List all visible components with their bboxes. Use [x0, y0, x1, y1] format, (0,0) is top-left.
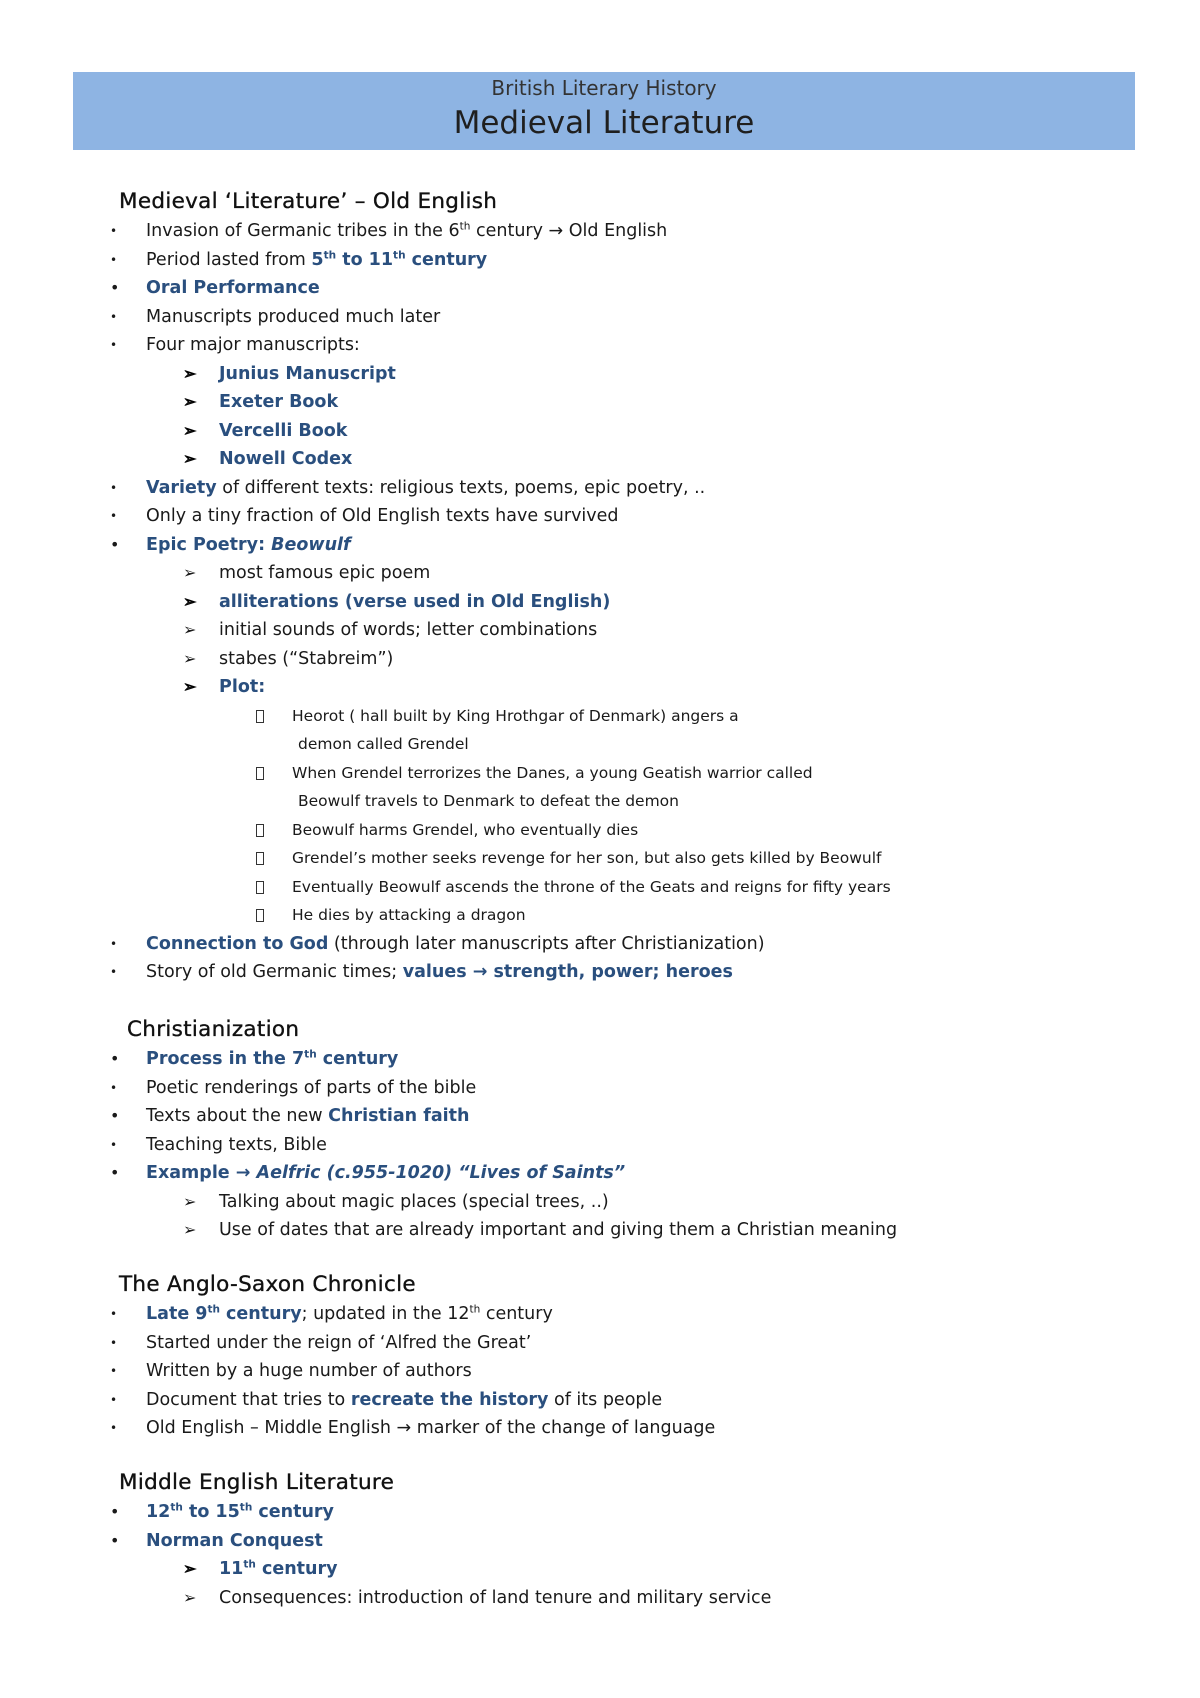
sub-list-item	[0, 559, 1200, 588]
item-text: Junius Manuscript	[219, 363, 396, 384]
list-item	[0, 1414, 1200, 1443]
item-text: alliterations (verse used in Old English)	[219, 591, 611, 612]
arrow-bullet-icon: ➢	[183, 363, 197, 383]
section-heading: Medieval ‘Literature’ – Old English	[119, 189, 498, 214]
square-bullet-icon	[256, 881, 264, 894]
list-item	[0, 217, 1200, 246]
item-text: Use of dates that are already important and giving them a Christian meaning	[219, 1220, 898, 1240]
item-text: demon called Grendel	[298, 735, 469, 753]
item-text: Nowell Codex	[219, 449, 353, 469]
square-bullet-icon	[256, 710, 264, 723]
section-christianization	[0, 1014, 1200, 1245]
item-text: When Grendel terrorizes the Danes, a young Geatish warrior called	[292, 763, 813, 782]
list-item	[0, 958, 1200, 987]
section-anglo-saxon-chronicle	[0, 1269, 1200, 1443]
arrow-bullet-icon: ➢	[183, 1220, 197, 1239]
square-bullet-icon	[256, 767, 264, 780]
document-subtitle: British Literary History	[491, 76, 717, 100]
item-text: Late 9th century; updated in the 12th century	[146, 1303, 553, 1324]
bullet-icon: •	[110, 1137, 118, 1152]
plot-item	[0, 844, 1200, 873]
list-item	[0, 1045, 1200, 1074]
item-text: Process in the 7th century	[146, 1048, 399, 1069]
bullet-icon: •	[110, 278, 120, 297]
sub-list-item	[0, 673, 1200, 702]
item-text: Old English – Middle English → marker of the change of language	[146, 1418, 716, 1438]
list-item	[0, 246, 1200, 275]
item-text: Poetic renderings of parts of the bible	[146, 1077, 477, 1098]
item-text: most famous epic poem	[219, 563, 431, 583]
sub-list-item	[0, 645, 1200, 674]
list-item	[0, 1159, 1200, 1188]
bullet-icon: •	[110, 224, 118, 238]
item-text: Written by a huge number of authors	[146, 1361, 472, 1381]
sub-list-item	[0, 1188, 1200, 1217]
list-item	[0, 331, 1200, 360]
bullet-icon: •	[110, 1080, 118, 1095]
bullet-icon: •	[110, 1364, 118, 1378]
item-text: Started under the reign of ‘Alfred the Great’	[146, 1332, 532, 1353]
item-text: Plot:	[219, 677, 266, 697]
plot-item-continued	[0, 787, 1200, 816]
arrow-bullet-icon: ➢	[183, 563, 197, 582]
sub-list-item	[0, 1216, 1200, 1245]
plot-item	[0, 873, 1200, 902]
square-bullet-icon	[256, 909, 264, 922]
item-text: Document that tries to recreate the history of its people	[146, 1389, 663, 1410]
sub-list-item	[0, 588, 1200, 617]
bullet-icon: •	[110, 309, 118, 324]
list-item	[0, 1498, 1200, 1527]
bullet-icon: •	[110, 1106, 120, 1125]
bullet-icon: •	[110, 1392, 118, 1407]
section-heading: The Anglo-Saxon Chronicle	[119, 1272, 416, 1297]
bullet-icon: •	[110, 1307, 118, 1321]
item-text: Heorot ( hall built by King Hrothgar of Denmark) angers a	[292, 706, 739, 725]
list-item	[0, 1300, 1200, 1329]
bullet-icon: •	[110, 509, 118, 523]
bullet-icon: •	[110, 1502, 120, 1521]
arrow-bullet-icon: ➢	[183, 620, 197, 639]
bullet-icon: •	[110, 1530, 120, 1550]
item-text: Texts about the new Christian faith	[146, 1106, 470, 1126]
item-text: Teaching texts, Bible	[146, 1134, 327, 1155]
list-item	[0, 1329, 1200, 1358]
bullet-icon: •	[110, 480, 118, 495]
plot-item-continued	[0, 730, 1200, 759]
item-text: Example → Aelfric (c.955-1020) “Lives of Saints”	[146, 1163, 626, 1183]
item-text: Eventually Beowulf ascends the throne of the Geats and reigns for fifty years	[292, 877, 891, 896]
arrow-bullet-icon: ➢	[183, 1191, 197, 1211]
list-item	[0, 1527, 1200, 1556]
bullet-icon: •	[110, 965, 118, 979]
item-text: He dies by attacking a dragon	[292, 906, 526, 924]
sub-list-item	[0, 1584, 1200, 1613]
item-text: Consequences: introduction of land tenure and military service	[219, 1587, 772, 1608]
list-item	[0, 1357, 1200, 1386]
plot-item	[0, 901, 1200, 930]
sub-list-item	[0, 445, 1200, 474]
item-text: 11th century	[219, 1558, 338, 1579]
arrow-bullet-icon: ➢	[183, 677, 197, 696]
list-item	[0, 303, 1200, 332]
item-text: Grendel’s mother seeks revenge for her son, but also gets killed by Beowulf	[292, 849, 882, 867]
arrow-bullet-icon: ➢	[183, 420, 197, 440]
item-text: Four major manuscripts:	[146, 335, 360, 355]
square-bullet-icon	[256, 824, 264, 837]
sub-list-item	[0, 360, 1200, 389]
item-text: Vercelli Book	[219, 420, 348, 441]
document-title: Medieval Literature	[453, 105, 755, 141]
list-item	[0, 531, 1200, 560]
list-item	[0, 1386, 1200, 1415]
item-text: Period lasted from 5th to 11th century	[146, 249, 488, 270]
bullet-icon: •	[110, 534, 120, 554]
arrow-bullet-icon: ➢	[183, 591, 197, 611]
item-text: Beowulf harms Grendel, who eventually dies	[292, 820, 639, 839]
arrow-bullet-icon: ➢	[183, 449, 197, 468]
list-item	[0, 1102, 1200, 1131]
bullet-icon: •	[110, 338, 118, 352]
list-item	[0, 1131, 1200, 1160]
bullet-icon: •	[110, 1163, 120, 1182]
plot-item	[0, 759, 1200, 788]
section-middle-english	[0, 1467, 1200, 1612]
sub-list-item	[0, 616, 1200, 645]
bullet-icon: •	[110, 1335, 118, 1350]
square-bullet-icon	[256, 852, 264, 865]
arrow-bullet-icon: ➢	[183, 1559, 197, 1578]
plot-item	[0, 816, 1200, 845]
item-text: Talking about magic places (special trees, ..)	[219, 1191, 609, 1212]
arrow-bullet-icon: ➢	[183, 1587, 197, 1607]
item-text: Story of old Germanic times; values → strength, power; heroes	[146, 962, 733, 982]
item-text: stabes (“Stabreim”)	[219, 648, 394, 669]
item-text: initial sounds of words; letter combinations	[219, 620, 598, 640]
list-item	[0, 274, 1200, 303]
bullet-icon: •	[110, 936, 118, 951]
section-heading: Middle English Literature	[119, 1470, 395, 1495]
section-heading: Christianization	[127, 1017, 300, 1042]
sub-list-item	[0, 388, 1200, 417]
sub-list-item	[0, 417, 1200, 446]
list-item	[0, 1074, 1200, 1103]
bullet-icon: •	[110, 1049, 120, 1068]
title-banner	[73, 72, 1135, 150]
item-text: Variety of different texts: religious texts, poems, epic poetry, ..	[146, 477, 706, 498]
item-text: Beowulf travels to Denmark to defeat the demon	[298, 792, 679, 810]
item-text: Invasion of Germanic tribes in the 6th century → Old English	[146, 220, 668, 241]
item-text: Norman Conquest	[146, 1530, 323, 1551]
bullet-icon: •	[110, 252, 118, 267]
bullet-icon: •	[110, 1421, 118, 1435]
list-item	[0, 930, 1200, 959]
arrow-bullet-icon: ➢	[183, 392, 197, 411]
item-text: Epic Poetry: Beowulf	[146, 534, 351, 555]
section-old-english	[0, 186, 1200, 987]
plot-item	[0, 702, 1200, 731]
item-text: Connection to God (through later manuscripts after Christianization)	[146, 933, 765, 954]
item-text: Manuscripts produced much later	[146, 306, 441, 327]
list-item	[0, 474, 1200, 503]
arrow-bullet-icon: ➢	[183, 648, 197, 668]
list-item	[0, 502, 1200, 531]
item-text: 12th to 15th century	[146, 1501, 334, 1522]
sub-list-item	[0, 1555, 1200, 1584]
item-text: Exeter Book	[219, 392, 339, 412]
item-text: Only a tiny fraction of Old English texts have survived	[146, 506, 619, 526]
item-text: Oral Performance	[146, 278, 320, 298]
